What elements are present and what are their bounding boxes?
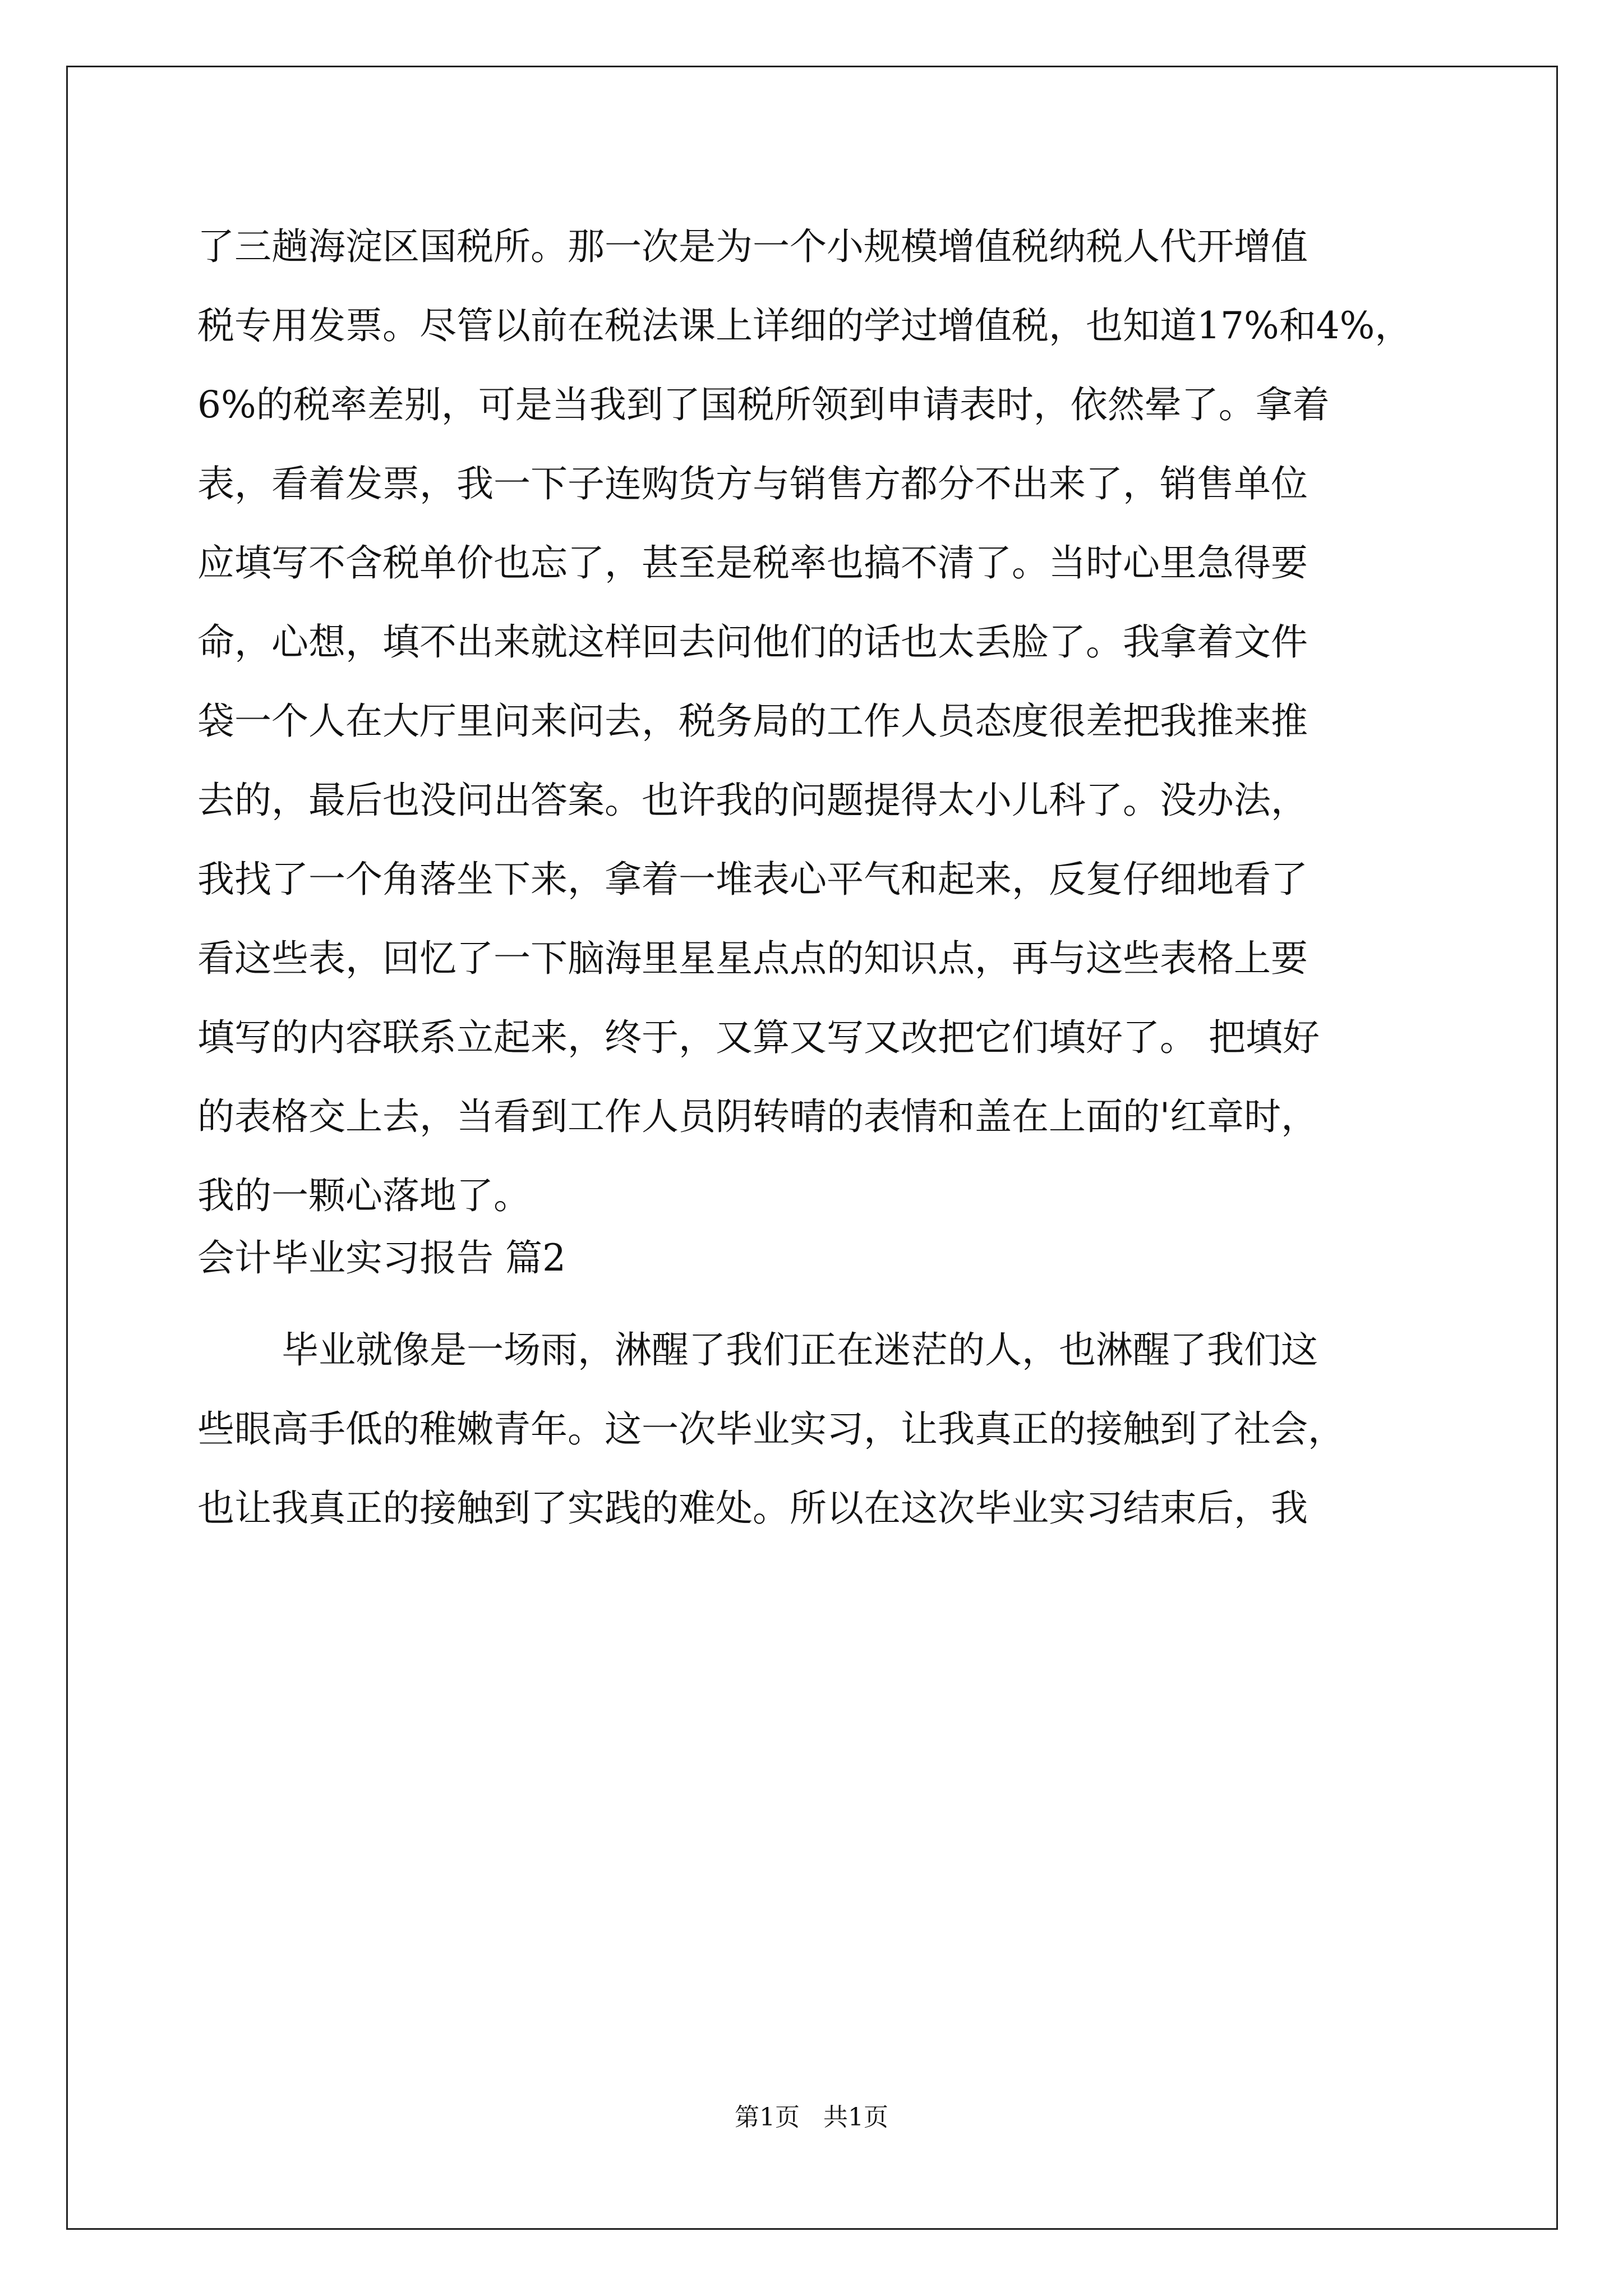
text-line-7: 袋一个人在大厅里问来问去，税务局的工作人员态度很差把我推来推 xyxy=(197,700,1308,743)
text-line-8: 去的，最后也没问出答案。也许我的问题提得太小儿科了。没办法， xyxy=(197,779,1308,822)
text-line-11: 填写的内容联系立起来，终于，又算又写又改把它们填好了。 把填好 xyxy=(197,1016,1320,1059)
text-line-6: 命，心想，填不出来就这样回去问他们的话也太丢脸了。我拿着文件 xyxy=(197,620,1308,664)
text-line-2: 税专用发票。尽管以前在税法课上详细的学过增值税，也知道17%和4%， xyxy=(197,304,1412,347)
section-text-line-3: 也让我真正的接触到了实践的难处。所以在这次毕业实习结束后，我 xyxy=(197,1487,1308,1530)
text-line-5: 应填写不含税单价也忘了，甚至是税率也搞不清了。当时心里急得要 xyxy=(197,541,1308,585)
text-line-3: 6%的税率差别，可是当我到了国税所领到申请表时，依然晕了。拿着 xyxy=(197,383,1330,426)
text-line-13: 我的一颗心落地了。 xyxy=(197,1174,531,1217)
text-line-1: 了三趟海淀区国税所。那一次是为一个小规模增值税纳税人代开增值 xyxy=(197,225,1308,268)
text-line-4: 表，看着发票，我一下子连购货方与销售方都分不出来了，销售单位 xyxy=(197,462,1308,505)
section-text-line-1: 毕业就像是一场雨，淋醒了我们正在迷茫的人，也淋醒了我们这 xyxy=(282,1328,1318,1372)
text-line-12: 的表格交上去，当看到工作人员阴转晴的表情和盖在上面的'红章时， xyxy=(197,1095,1318,1138)
page-footer: 第1页 共1页 xyxy=(735,2103,888,2132)
text-line-9: 我找了一个角落坐下来，拿着一堆表心平气和起来，反复仔细地看了 xyxy=(197,858,1308,901)
section-heading: 会计毕业实习报告 篇2 xyxy=(197,1236,566,1280)
section-text-line-2: 些眼高手低的稚嫩青年。这一次毕业实习，让我真正的接触到了社会， xyxy=(197,1407,1345,1451)
text-line-10: 看这些表，回忆了一下脑海里星星点点的知识点，再与这些表格上要 xyxy=(197,937,1308,980)
